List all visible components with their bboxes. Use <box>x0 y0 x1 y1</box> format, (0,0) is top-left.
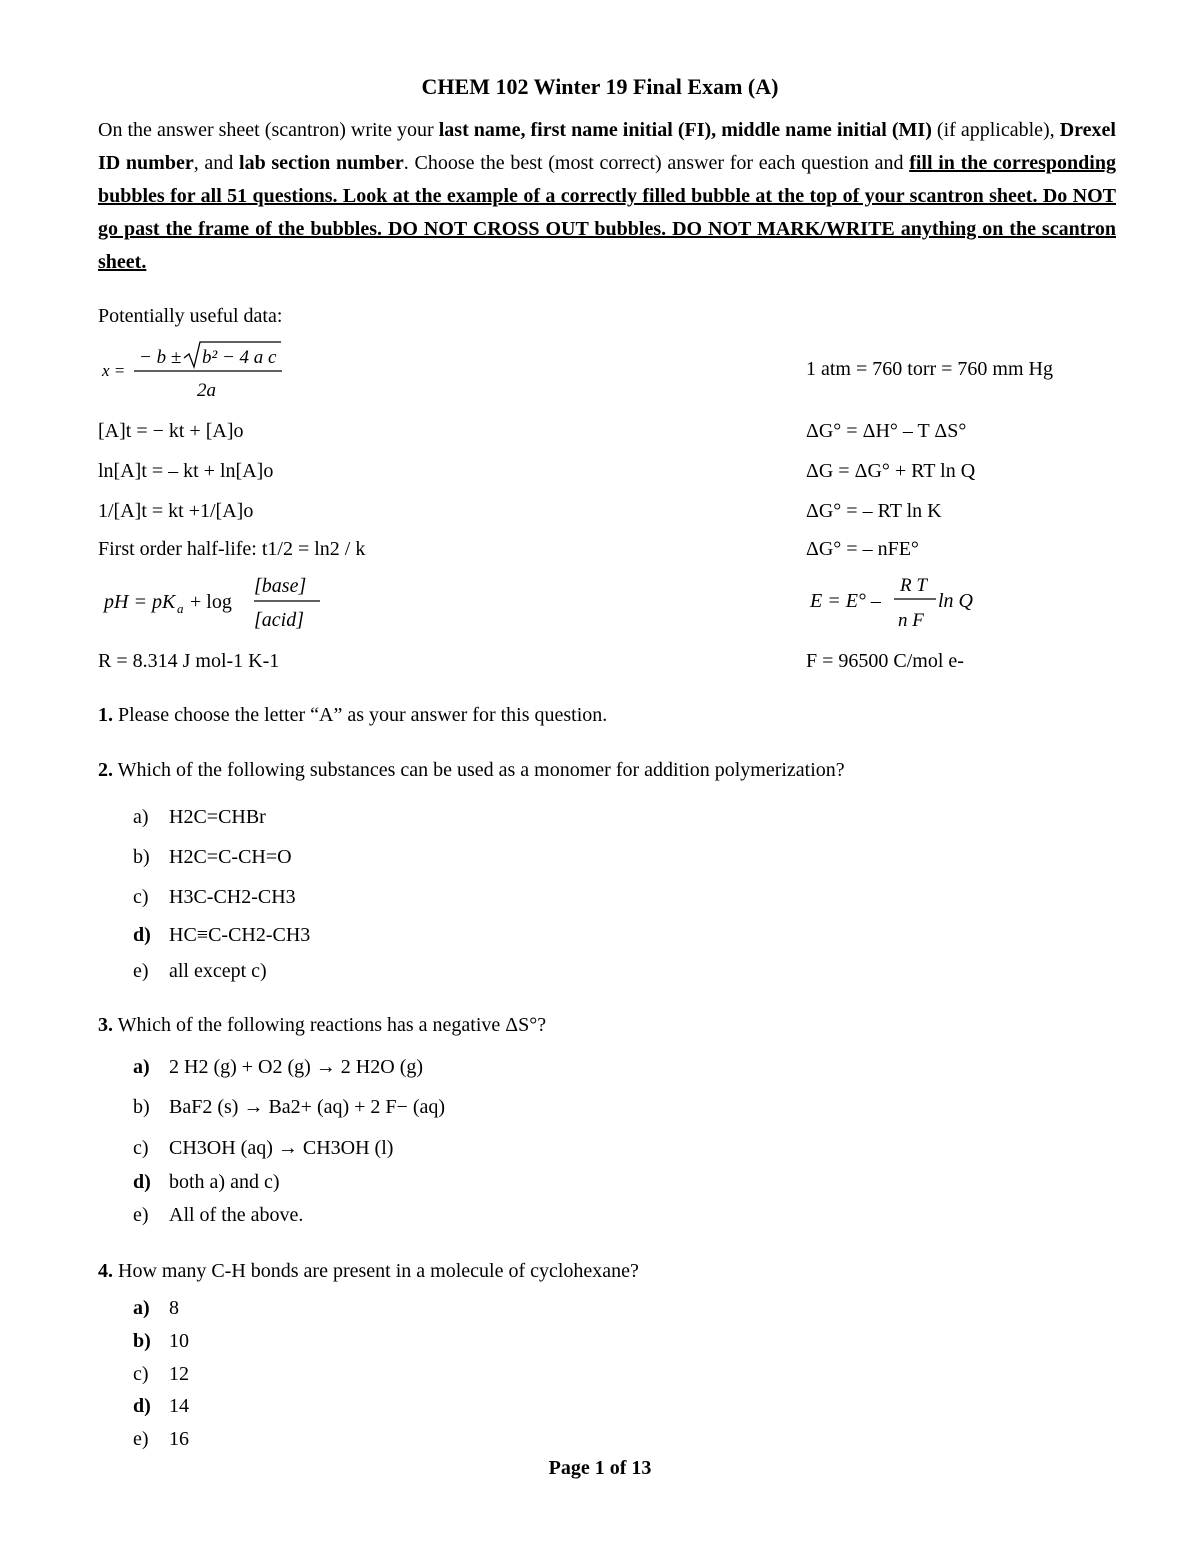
useful-data-heading: Potentially useful data: <box>98 305 283 327</box>
gibbs-q: ΔG = ΔG° + RT ln Q <box>806 460 976 482</box>
nernst-equation <box>806 574 1006 634</box>
hh-lhs: pH = pK <box>104 591 176 613</box>
quadratic-radicand: b² − 4 a c <box>202 347 277 368</box>
nernst-den: n F <box>898 610 924 631</box>
question-number: 4. <box>98 1260 113 1282</box>
intro-bold-3: lab section number <box>239 152 404 174</box>
zero-order-law: [A]t = − kt + [A]o <box>98 420 244 442</box>
question-text: Which of the following reactions has a negative ΔS°? <box>117 1014 547 1036</box>
intro-bold-underline: fill in the corresponding bubbles for all 51 questions. Look at the example of a correctly filled bubble at the top of your scantron sheet. Do NOT go past the frame of the bubbles. DO NOT CROSS OUT bubbles. DO NOT MARK/WRITE anything on the scantron sheet. <box>98 152 1116 273</box>
q2-option-c: c) H3C-CH2-CH3 <box>133 886 296 908</box>
question-2 <box>98 759 845 782</box>
hh-sub-a: a <box>177 601 184 616</box>
nernst-num: R T <box>900 575 927 596</box>
hh-acid: [acid] <box>254 609 304 631</box>
nernst-tail: ln Q <box>938 590 973 612</box>
intro-text-2: (if applicable), <box>931 119 1060 141</box>
page-number: Page 1 of 13 <box>548 1457 652 1479</box>
gibbs-k: ΔG° = – RT ln K <box>806 500 942 522</box>
intro-bold-1: last name, first name initial (FI), middle name initial (MI) <box>438 119 932 141</box>
q2-option-e: e) all except c) <box>133 960 267 982</box>
hh-base: [base] <box>254 575 307 597</box>
q3-option-a: a) 2 H2 (g) + O2 (g) → 2 H2O (g) <box>133 1056 424 1078</box>
q3-option-d: d) both a) and c) <box>133 1171 280 1193</box>
q4-option-e: e) 16 <box>133 1428 189 1450</box>
q4-option-a: a) 8 <box>133 1297 179 1319</box>
gibbs-e: ΔG° = – nFE° <box>806 538 919 560</box>
pressure-conversion: 1 atm = 760 torr = 760 mm Hg <box>806 358 1053 380</box>
question-3 <box>98 1014 546 1037</box>
q3-option-e: e) All of the above. <box>133 1204 304 1226</box>
intro-text-1: On the answer sheet (scantron) write your <box>98 119 439 141</box>
hh-log: + log <box>190 591 232 613</box>
question-number: 3. <box>98 1014 113 1036</box>
question-number: 1. <box>98 704 113 726</box>
question-number: 2. <box>98 759 113 781</box>
question-text: Which of the following substances can be used as a monomer for addition polymerization? <box>117 759 845 781</box>
question-4 <box>98 1260 639 1283</box>
quadratic-x: x = <box>102 361 126 380</box>
question-text: How many C-H bonds are present in a molecule of cyclohexane? <box>118 1260 639 1282</box>
intro-text-4: . Choose the best (most correct) answer for each question and <box>403 152 910 174</box>
quadratic-denominator: 2a <box>197 380 216 401</box>
half-life: First order half-life: t1/2 = ln2 / k <box>98 538 366 560</box>
q3-option-c: c) CH3OH (aq) → CH3OH (l) <box>133 1137 394 1159</box>
q4-option-c: c) 12 <box>133 1363 189 1385</box>
intro-text-3: , and <box>193 152 240 174</box>
quadratic-formula <box>98 336 298 402</box>
q2-option-a: a) H2C=CHBr <box>133 806 266 828</box>
henderson-hasselbalch <box>98 566 338 638</box>
instructions-paragraph <box>98 114 1116 279</box>
quadratic-numerator: − b ± <box>139 347 182 368</box>
question-text: Please choose the letter “A” as your answer for this question. <box>118 704 608 726</box>
page-title: CHEM 102 Winter 19 Final Exam (A) <box>421 74 779 99</box>
q4-option-b: b) 10 <box>133 1330 189 1352</box>
first-order-law: ln[A]t = – kt + ln[A]o <box>98 460 274 482</box>
q4-option-d: d) 14 <box>133 1395 189 1417</box>
gas-constant: R = 8.314 J mol-1 K-1 <box>98 650 280 672</box>
intro-bold-2: Drexel ID number <box>98 119 1116 174</box>
faraday-constant: F = 96500 C/mol e- <box>806 650 964 672</box>
q2-option-b: b) H2C=C-CH=O <box>133 846 292 868</box>
nernst-lhs: E = E° – <box>810 590 881 612</box>
question-1 <box>98 704 607 727</box>
q3-option-b: b) BaF2 (s) → Ba2+ (aq) + 2 F− (aq) <box>133 1096 446 1118</box>
second-order-law: 1/[A]t = kt +1/[A]o <box>98 500 254 522</box>
q2-option-d: d) HC≡C-CH2-CH3 <box>133 924 311 946</box>
gibbs-standard: ΔG° = ΔH° – T ΔS° <box>806 420 967 442</box>
